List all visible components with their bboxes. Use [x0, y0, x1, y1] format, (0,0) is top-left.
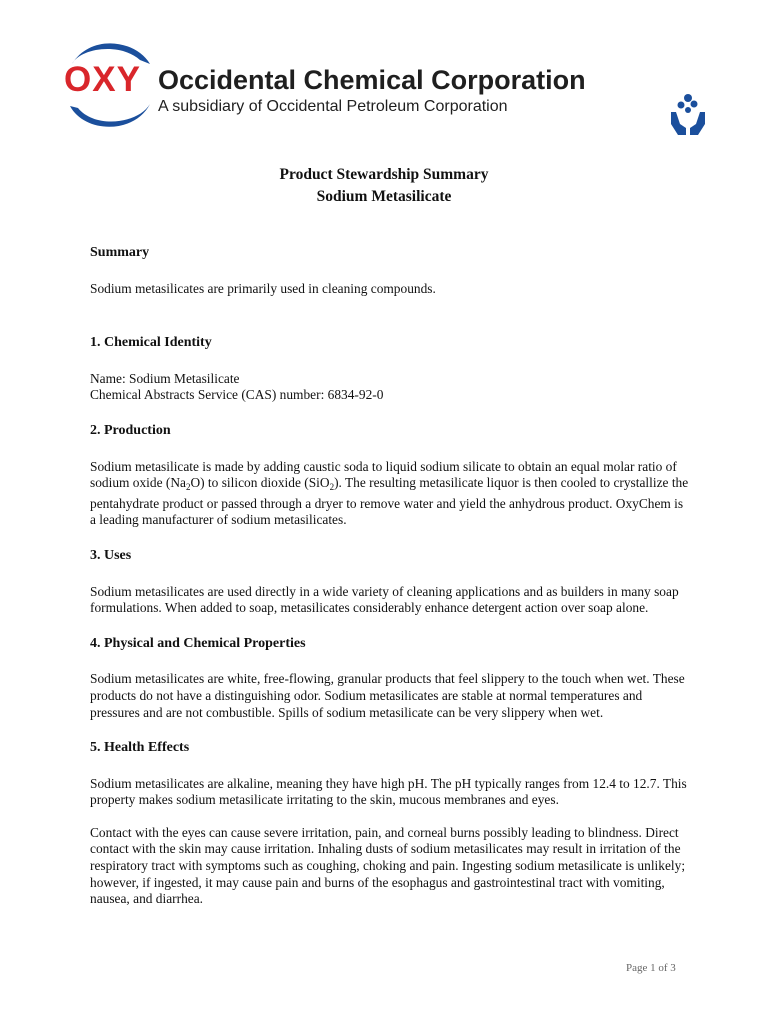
responsible-care-icon: [668, 92, 708, 136]
document-subtitle: Sodium Metasilicate: [316, 188, 452, 205]
document-title: Product Stewardship Summary: [279, 166, 489, 183]
document-titles: [0, 164, 768, 208]
page-number: Page 1 of 3: [626, 962, 676, 974]
identity-cas: Chemical Abstracts Service (CAS) number: 6834-92-0: [90, 387, 384, 403]
document-header: [0, 0, 768, 150]
section-heading: 1. Chemical Identity: [90, 335, 212, 351]
summary-heading: Summary: [90, 245, 150, 260]
company-name: Occidental Chemical Corporation: [158, 65, 586, 95]
uses-text: Sodium metasilicates are used directly in a wide variety of cleaning applications and as builders in many soap formulations. When added to soap, metasilicates considerably enhance detergent action over soap alone.: [90, 583, 679, 616]
identity-name: Name: Sodium Metasilicate: [90, 370, 240, 386]
production-text: Sodium metasilicate is made by adding caustic soda to liquid sodium silicate to obtain an equal molar ratio of sodium oxide $(Na_2O)$ to silicon dioxide (SiO$_2$). The resulting metasilicate liquor is then cooled to crystallize the pentahydrate product or passed through a dryer to remove water and yield the anhydrous product. OxyChem is a leading manufacturer of sodium metasilicates.: [90, 458, 689, 528]
section-heading: 4. Physical and Chemical Properties: [90, 635, 306, 651]
section-heading: 5. Health Effects: [90, 740, 190, 756]
health-text-1: Sodium metasilicates are alkaline, meaning they have high pH. The pH typically ranges from 12.4 to 12.7. This property makes sodium metasilicate irritating to the skin, mucous membranes and eyes.: [90, 775, 687, 808]
summary-text: Sodium metasilicates are primarily used in cleaning compounds.: [90, 280, 436, 296]
section-heading: 2. Production: [90, 422, 171, 438]
oxy-logo-text: OXY: [64, 60, 141, 99]
health-text-2: Contact with the eyes can cause severe irritation, pain, and corneal burns possibly leading to blindness. Direct contact with the skin may cause irritation. Inhaling dusts of sodium metasilicates may result in irritation of the respiratory tract with symptoms such as coughing, choking and pain. Ingesting sodium metasilicate is unlikely; however, if ingested, it may cause pain and burns of the esophagus and gastrointestinal tract with vomiting, nausea, and diarrhea.: [90, 824, 686, 907]
document-body: [90, 245, 690, 908]
section-heading: 3. Uses: [90, 547, 132, 563]
properties-text: Sodium metasilicates are white, free-flowing, granular products that feel slippery to the touch when wet. These products do not have a distinguishing odor. Sodium metasilicates are stable at normal temperatures and pressures and are not combustible. Spills of sodium metasilicate can be very slippery when wet.: [90, 671, 685, 720]
subsidiary-line: A subsidiary of Occidental Petroleum Corporation: [158, 98, 508, 115]
